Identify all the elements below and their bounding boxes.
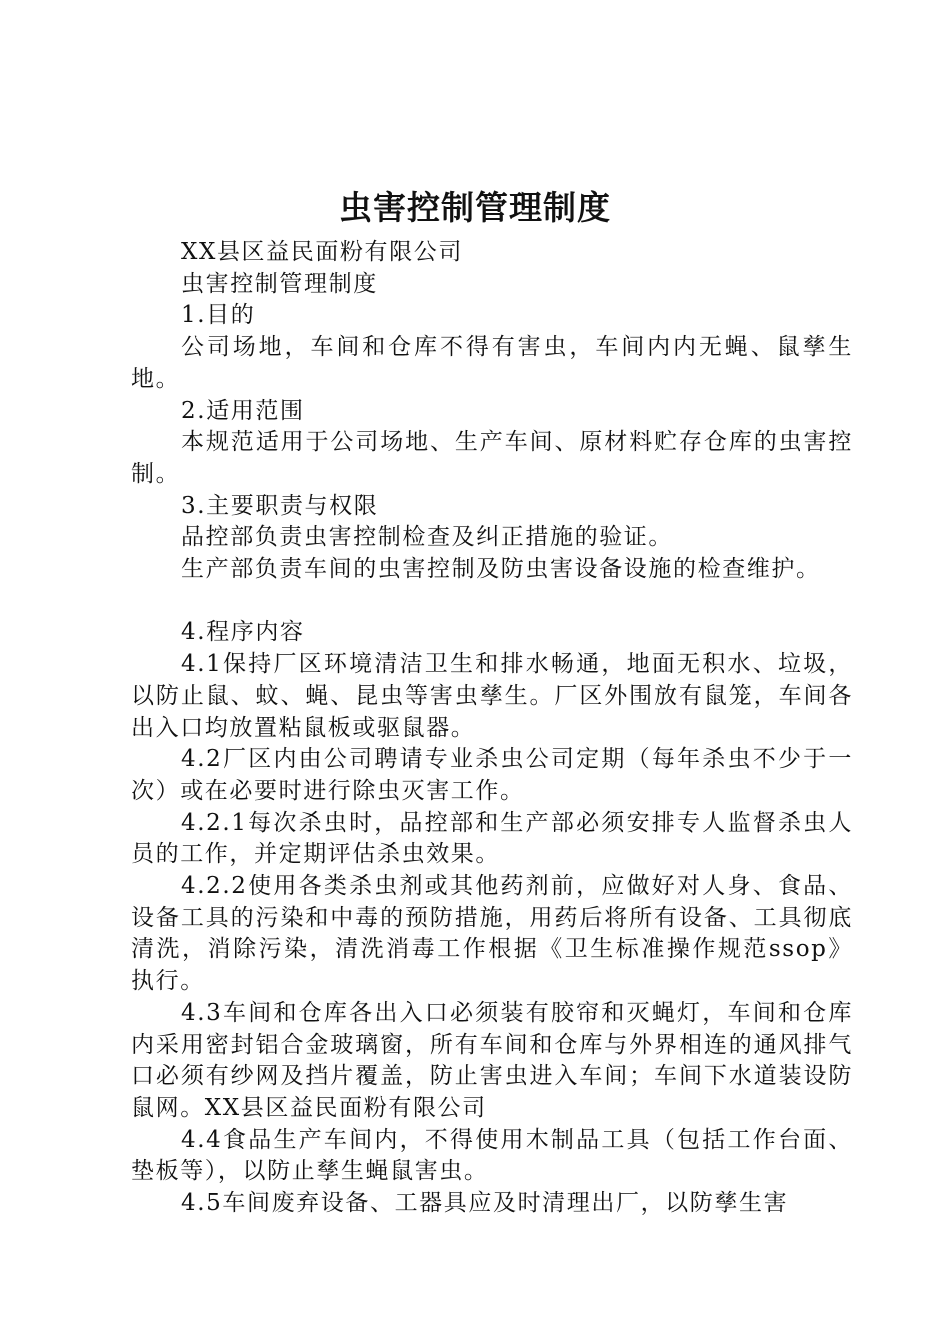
document-title: 虫害控制管理制度	[339, 188, 611, 227]
paragraph-4-2: 4.2厂区内由公司聘请专业杀虫公司定期（每年杀虫不少于一次）或在必要时进行除虫灭害工作。	[131, 746, 853, 804]
section-heading-purpose: 1.目的	[181, 302, 256, 329]
company-name: XX县区益民面粉有限公司	[181, 239, 463, 265]
paragraph-4-5: 4.5车间废弃设备、工器具应及时清理出厂，以防孳生害	[181, 1190, 789, 1217]
document-body	[131, 237, 853, 1220]
section-heading-procedure: 4.程序内容	[181, 619, 305, 646]
paragraph-4-3: 4.3车间和仓库各出入口必须装有胶帘和灭蝇灯，车间和仓库内采用密封铝合金玻璃窗，所有车间和仓库与外界相连的通风排气口必须有纱网及挡片覆盖，防止害虫进入车间；车间下水道装设防鼠网。XX县区益民面粉有限公司	[131, 999, 853, 1121]
paragraph-production-responsibility: 生产部负责车间的虫害控制及防虫害设备设施的检查维护。	[181, 556, 821, 583]
section-heading-scope: 2.适用范围	[181, 397, 305, 424]
paragraph-scope: 本规范适用于公司场地、生产车间、原材料贮存仓库的虫害控制。	[131, 429, 853, 487]
paragraph-qc-responsibility: 品控部负责虫害控制检查及纠正措施的验证。	[181, 524, 673, 551]
paragraph-4-4: 4.4食品生产车间内，不得使用木制品工具（包括工作台面、垫板等），以防止孳生蝇鼠害虫。	[131, 1126, 853, 1185]
section-heading-responsibilities: 3.主要职责与权限	[181, 492, 379, 519]
paragraph-4-2-2: 4.2.2使用各类杀虫剂或其他药剂前，应做好对人身、食品、设备工具的污染和中毒的预防措施，用药后将所有设备、工具彻底清洗，消除污染，清洗消毒工作根据《卫生标准操作规范ssop》执行。	[131, 873, 853, 995]
paragraph-purpose: 公司场地，车间和仓库不得有害虫，车间内内无蝇、鼠孳生地。	[131, 334, 853, 392]
paragraph-4-2-1: 4.2.1每次杀虫时，品控部和生产部必须安排专人监督杀虫人员的工作，并定期评估杀虫效果。	[131, 809, 853, 868]
paragraph-4-1: 4.1保持厂区环境清洁卫生和排水畅通，地面无积水、垃圾，以防止鼠、蚊、蝇、昆虫等害虫孳生。厂区外围放有鼠笼，车间各出入口均放置粘鼠板或驱鼠器。	[131, 651, 853, 741]
subtitle: 虫害控制管理制度	[181, 270, 378, 297]
